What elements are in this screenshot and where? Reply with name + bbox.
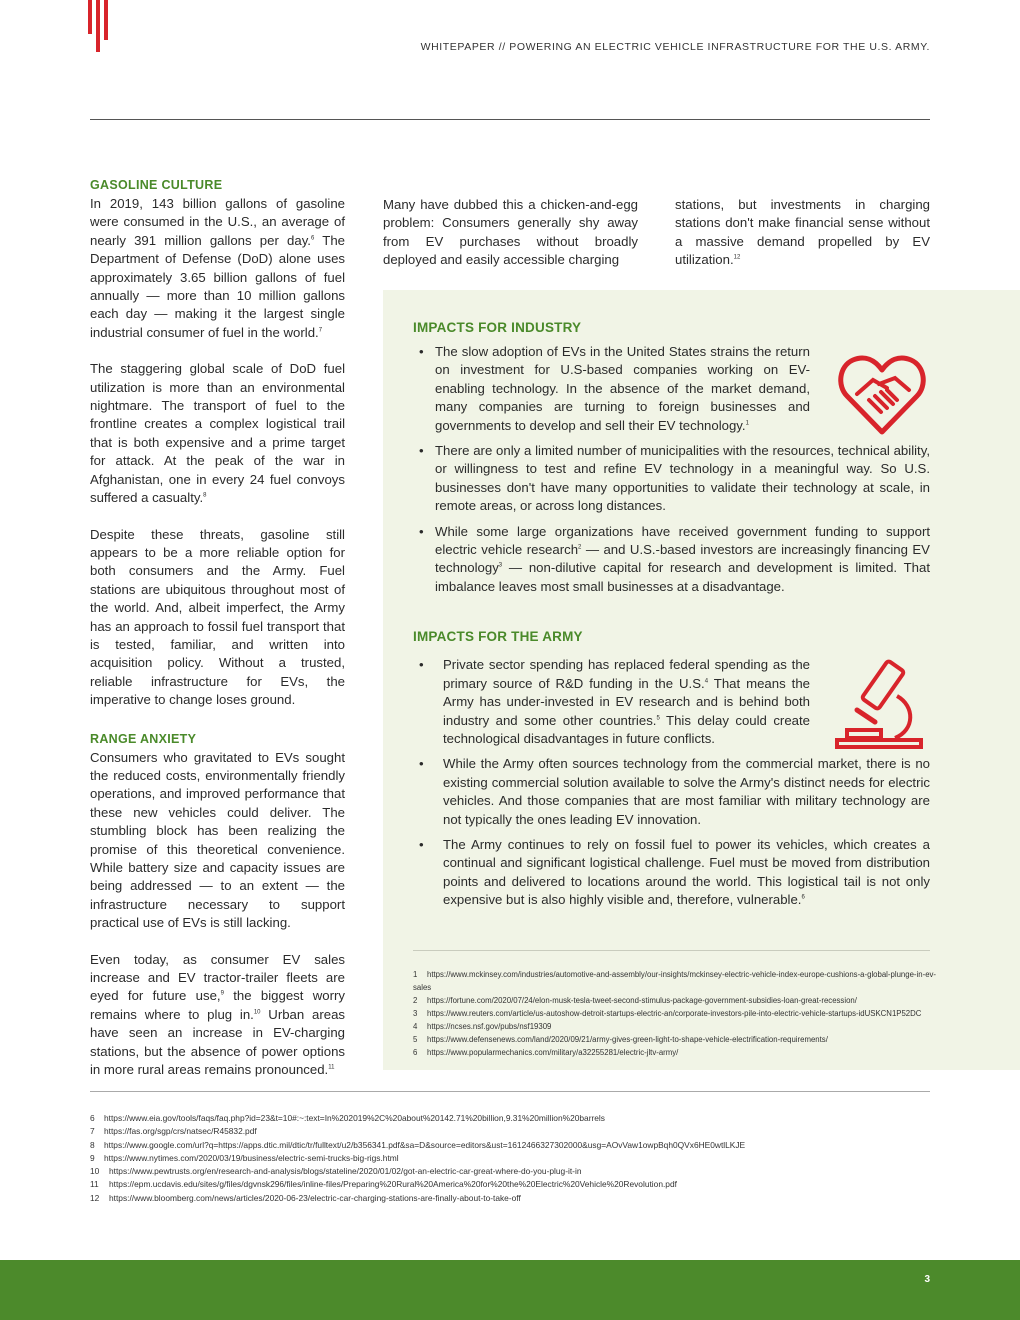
footnote: 11 https://epm.ucdavis.edu/sites/g/files/dgvnsk296/files/inline-files/Preparing%20Rural%20America%20for%20the%20Electric%20Vehicle%20Revolution.pdf [90, 1179, 677, 1190]
brand-logo [88, 0, 108, 52]
paragraph: Even today, as consumer EV sales increase and EV tractor-trailer fleets are eyed for future use,$^9$ the biggest worry remains where to plug in.$^{10}$ Urban areas have seen an increase in EV-charging stations, but the absence of power options in more rural areas remains pronounced.$^{11}$ [90, 951, 345, 1078]
footnote: 3 https://www.reuters.com/article/us-autoshow-detroit-startups-electric-an/corporate-investors-pile-into-electric-vehicle-startups-idUSKCN1P52DC [413, 1009, 922, 1018]
heading-gasoline-culture: GASOLINE CULTURE [90, 178, 223, 192]
microscope-icon [835, 658, 925, 750]
footnote: 9 https://www.nytimes.com/2020/03/19/business/electric-semi-trucks-big-rigs.html [90, 1152, 399, 1163]
footnote: 6 https://www.eia.gov/tools/faqs/faq.php?id=23&t=10#:~:text=In%202019%2C%20about%20142.71%20billion,9.31%20million%20barrels [90, 1113, 605, 1123]
handshake-heart-icon [835, 350, 930, 440]
page-footer [0, 1260, 1020, 1320]
heading-impacts-industry: IMPACTS FOR INDUSTRY [413, 320, 582, 335]
paragraph: Despite these threats, gasoline still appears to be a more reliable option for both consumers and the Army. Fuel stations are ubiquitous throughout most of the world. And, albeit imperfect, the Army has an approach to fossil fuel transport that is tested, familiar, and written into acquisition policy. Without a trusted, reliable infrastructure for EVs, the imperative to change loses ground. [90, 526, 345, 708]
list-item: • Private sector spending has replaced federal spending as the primary source of R&D funding in the U.S.$^4$ That means the Army has under-invested in EV research and is behind both industry and some other countries.$^5$ This delay could create technological disadvantages in future conflicts. [419, 657, 811, 746]
footnote: 12 https://www.bloomberg.com/news/articles/2020-06-23/electric-car-charging-stations-are-finally-about-to-take-off [90, 1192, 521, 1203]
list-item: • The slow adoption of EVs in the United States strains the return on investment for U.S-based companies working on EV-enabling technology. In the absence of the market demand, many companies are turning to foreign businesses and governments to develop and sell their EV technology.$^1$ [419, 344, 810, 433]
list-item: • The Army continues to rely on fossil fuel to power its vehicles, which creates a continual and significant logistical challenge. Fuel must be moved from distribution points and delivered to locations around the world. This logistical tail is not only expensive but is also highly visible and, therefore, vulnerable.$^6$ [419, 836, 930, 908]
footnote: 7 https://fas.org/sgp/crs/natsec/R45832.pdf [90, 1126, 257, 1137]
list-item: • There are only a limited number of municipalities with the resources, technical ability, or willingness to test and refine EV technology in a meaningful way. So U.S. businesses don't have many opportunities to validate their technology at scale, in remote areas, or across long distances. [419, 443, 930, 514]
footnote: 8 https://www.google.com/url?q=https://apps.dtic.mil/dtic/tr/fulltext/u2/b356341.pdf&sa=D&source=editors&ust=1612466327302000&usg=AOvVaw1owpBqh0QVx6HE0wtlLKJE [90, 1139, 746, 1150]
page-footnotes [90, 1112, 950, 1205]
notes-divider [413, 950, 930, 951]
footnote: 1 https://www.mckinsey.com/industries/automotive-and-assembly/our-insights/mckinsey-electric-vehicle-index-europe-cushions-a-global-plunge-in-ev-sales [413, 970, 937, 992]
heading-impacts-army: IMPACTS FOR THE ARMY [413, 629, 583, 645]
paragraph: In 2019, 143 billion gallons of gasoline were consumed in the U.S., an average of nearly 391 million gallons per day.$^6$ The Department of Defense (DoD) alone uses approximately 3.65 billion gallons of fuel annually — more than 10 million gallons each day — making it the largest single industrial consumer of fuel in the world.$^7$ [90, 196, 345, 340]
footnote-rule [90, 1091, 930, 1092]
paragraph: Consumers who gravitated to EVs sought the reduced costs, environmentally friendly operations, and improved performance that these new vehicles could deliver. The stumbling block has been realizing the promise of this theoretical convenience. While battery size and capacity issues are being addressed — to an extent — the infrastructure necessary to support practical use of EVs is still lacking. [90, 749, 345, 931]
paragraph: The staggering global scale of DoD fuel utilization is more than an environmental nightmare. The transport of fuel to the frontline creates a complex logistical trail that is both expensive and a prime target for attack. At the peak of the war in Afghanistan, one in every 24 fuel convoys suffered a casualty.$^8$ [90, 361, 345, 506]
footnote: 10 https://www.pewtrusts.org/en/research-and-analysis/blogs/stateline/2020/01/02/got-an-electric-car-great-where-do-you-plug-it-in [90, 1166, 582, 1177]
page-number: 3 [924, 1274, 930, 1285]
footnote: 5 https://www.defensenews.com/land/2020/09/21/army-gives-green-light-to-shape-vehicle-electrification-requirements/ [413, 1035, 828, 1044]
footnote: 2 https://fortune.com/2020/07/24/elon-musk-tesla-tweet-second-stimulus-package-government-subsidies-loan-great-recession/ [413, 996, 857, 1005]
right-column [675, 196, 930, 288]
callout-footnotes [413, 968, 943, 1059]
header-rule [90, 119, 930, 120]
footnote: 6 https://www.popularmechanics.com/military/a32255281/electric-jltv-army/ [413, 1048, 679, 1057]
list-item: • While some large organizations have received government funding to support electric vehicle research$^2$ — and U.S.-based investors are increasingly financing EV technology$^3$ — non-dilutive capital for research and development is limited. That imbalance leaves most small businesses at a disadvantage. [419, 523, 930, 594]
header-title: WHITEPAPER // POWERING AN ELECTRIC VEHICLE INFRASTRUCTURE FOR THE U.S. ARMY. [420, 41, 930, 53]
list-item: • While the Army often sources technology from the commercial market, there is no existing commercial solution available to solve the Army's distinct needs for electric vehicles. And those companies that are most familiar with military technology are not typically the ones leading EV innovation. [419, 756, 930, 827]
footnote: 4 https://ncses.nsf.gov/pubs/nsf19309 [413, 1022, 552, 1031]
paragraph: stations, but investments in charging stations don't make financial sense without a massive demand propelled by EV utilization.$^{12}$ [675, 197, 930, 268]
heading-range-anxiety: RANGE ANXIETY [90, 731, 197, 746]
left-column [90, 178, 345, 1079]
middle-column [383, 196, 638, 288]
paragraph: Many have dubbed this a chicken-and-egg problem: Consumers generally shy away from EV purchases without broadly deployed and easily accessible charging [383, 197, 638, 268]
